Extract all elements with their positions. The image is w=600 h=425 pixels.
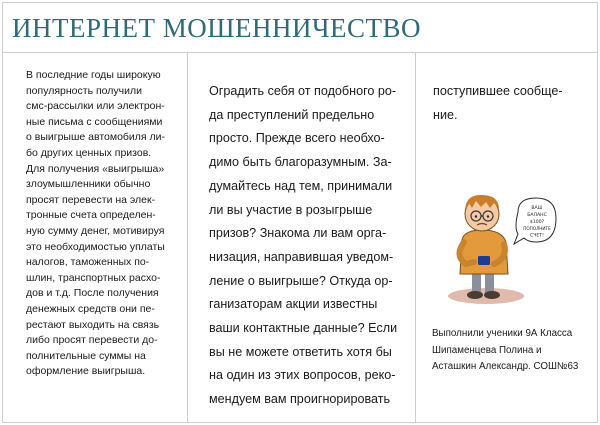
text-line: В последние годы широкую	[26, 69, 161, 81]
text-line: на один из этих вопросов, реко-	[209, 368, 396, 383]
text-line: ганизаторам акции известны	[209, 297, 378, 312]
text-line: Для получения «выигрыша»	[26, 162, 165, 175]
text-line: смс-рассылки или электрон-	[26, 100, 165, 113]
credits-line: Асташкин Александр. СОШ№63	[432, 361, 579, 373]
boy-shoe-left	[467, 291, 483, 299]
text-line: полнительные суммы на	[26, 349, 146, 362]
column-2-text	[209, 80, 404, 412]
text-line: ние.	[433, 107, 458, 122]
text-line: бо других ценных призов.	[26, 146, 152, 159]
text-line: да преступлений предельно	[209, 107, 375, 122]
column-1-text	[26, 68, 186, 380]
text-line: ную сумму денег, мотивируя	[26, 224, 165, 237]
text-line: это необходимостью уплаты	[26, 240, 165, 253]
text-line: дов и т.д. После получения	[26, 287, 159, 300]
phone-icon	[478, 256, 490, 265]
text-line: тронные счета определен-	[26, 209, 156, 222]
bubble-text-line: СЧЕТ!	[530, 233, 544, 239]
bubble-text-line: $100?	[529, 220, 545, 225]
text-line: поступившее сообще-	[433, 84, 563, 98]
boy-shoe-right	[484, 291, 500, 299]
column-3-text	[433, 80, 583, 127]
text-line: денежных средств они пе-	[26, 302, 155, 315]
text-line: либо просят перевести до-	[26, 334, 158, 347]
text-line: ваши контактные данные? Если	[209, 321, 398, 336]
bubble-text-line: БАЛАНС	[527, 213, 547, 218]
credits-block	[432, 326, 592, 376]
boy-eye-left	[475, 215, 477, 217]
worried-boy-illustration	[444, 178, 562, 306]
text-line: просто. Прежде всего необхо-	[209, 131, 385, 146]
text-line: налогов, таможенных по-	[26, 256, 150, 269]
page-title: ИНТЕРНЕТ МОШЕННИЧЕСТВО	[12, 13, 422, 43]
credits-line: Шипаменцева Полина и	[432, 344, 542, 356]
credits-line: Выполнили ученики 9А Класса	[432, 328, 573, 339]
bubble-text-line: ВАШ	[531, 206, 543, 211]
text-line: думайтесь над тем, принимали	[209, 178, 393, 193]
text-line: низация, направившая уведом-	[209, 249, 394, 264]
bubble-text-line: ПОПОЛНИТЕ	[523, 226, 551, 231]
header-divider	[2, 52, 598, 53]
text-line: рестают выходить на связь	[26, 318, 160, 331]
text-line: мендуем вам проигнорировать	[209, 392, 391, 407]
column-divider-left	[187, 52, 188, 423]
text-line: ли вы участие в розыгрыше	[209, 202, 373, 217]
text-line: оформление выигрыша.	[26, 365, 146, 378]
text-line: ление о выигрыше? Откуда ор-	[209, 273, 393, 288]
text-line: Оградить себя от подобного ро-	[209, 84, 397, 98]
text-line: призов? Знакома ли вам орга-	[209, 226, 387, 241]
text-line: вы не можете ответить хотя бы	[209, 344, 392, 359]
text-line: просят перевести на элек-	[26, 193, 156, 206]
text-line: димо быть благоразумным. За-	[209, 155, 392, 170]
boy-eye-right	[487, 215, 489, 217]
text-line: ные письма с сообщениями	[26, 115, 163, 128]
text-line: злоумышленники обычно	[26, 178, 151, 191]
text-line: о выигрыше автомобиля ли-	[26, 131, 166, 144]
boy-sweater	[460, 230, 508, 274]
text-line: шлин, транспортных расхо-	[26, 271, 161, 284]
column-divider-right	[415, 52, 416, 423]
text-line: популярность получили	[26, 84, 142, 97]
